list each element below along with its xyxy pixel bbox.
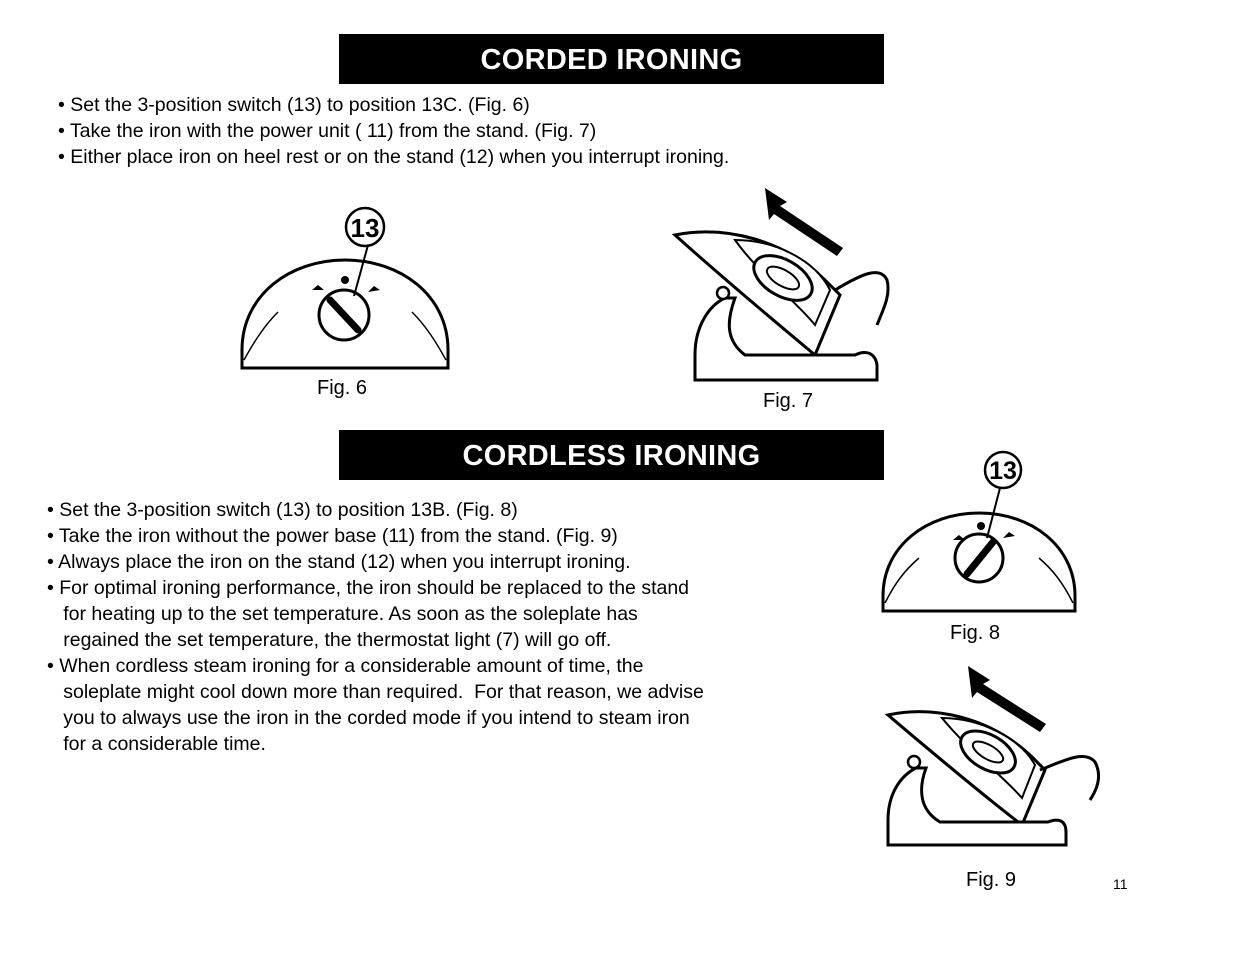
cordless-line-7: • When cordless steam ironing for a considerable amount of time, the — [47, 655, 644, 677]
corded-ironing-heading: CORDED IRONING — [339, 34, 884, 84]
fig8-caption: Fig. 8 — [950, 622, 1001, 644]
cordless-line-6: regained the set temperature, the thermostat light (7) will go off. — [47, 629, 612, 651]
cordless-line-4: • For optimal ironing performance, the iron should be replaced to the stand — [47, 577, 690, 599]
fig6-caption: Fig. 6 — [317, 377, 368, 399]
cordless-line-3: • Always place the iron on the stand (12) when you interrupt ironing. — [47, 551, 631, 573]
corded-bullet-2: • Take the iron with the power unit ( 11) from the stand. (Fig. 7) — [58, 120, 597, 142]
page-number: 11 — [1113, 876, 1128, 892]
fig7-caption: Fig. 7 — [763, 390, 814, 412]
fig9-iron-illustration — [880, 660, 1110, 855]
fig9-caption: Fig. 9 — [966, 869, 1017, 891]
fig6-switch-label: 13 — [350, 213, 380, 243]
cordless-line-9: you to always use the iron in the corded mode if you intend to steam iron — [47, 707, 690, 729]
corded-bullet-3: • Either place iron on heel rest or on the stand (12) when you interrupt ironing. — [58, 146, 730, 168]
cordless-line-10: for a considerable time. — [47, 733, 266, 755]
corded-bullet-1: • Set the 3-position switch (13) to position 13C. (Fig. 6) — [58, 94, 530, 116]
cordless-line-8: soleplate might cool down more than required. For that reason, we advise — [47, 681, 704, 703]
fig6-switch-illustration — [230, 200, 460, 380]
cordless-line-2: • Take the iron without the power base (11) from the stand. (Fig. 9) — [47, 525, 618, 547]
fig8-switch-label: 13 — [989, 457, 1017, 485]
cordless-line-1: • Set the 3-position switch (13) to position 13B. (Fig. 8) — [47, 499, 518, 521]
cordless-line-5: for heating up to the set temperature. As soon as the soleplate has — [47, 603, 638, 625]
fig8-switch-illustration — [875, 448, 1090, 618]
cordless-ironing-heading: CORDLESS IRONING — [339, 430, 884, 480]
fig7-iron-illustration — [665, 180, 910, 390]
